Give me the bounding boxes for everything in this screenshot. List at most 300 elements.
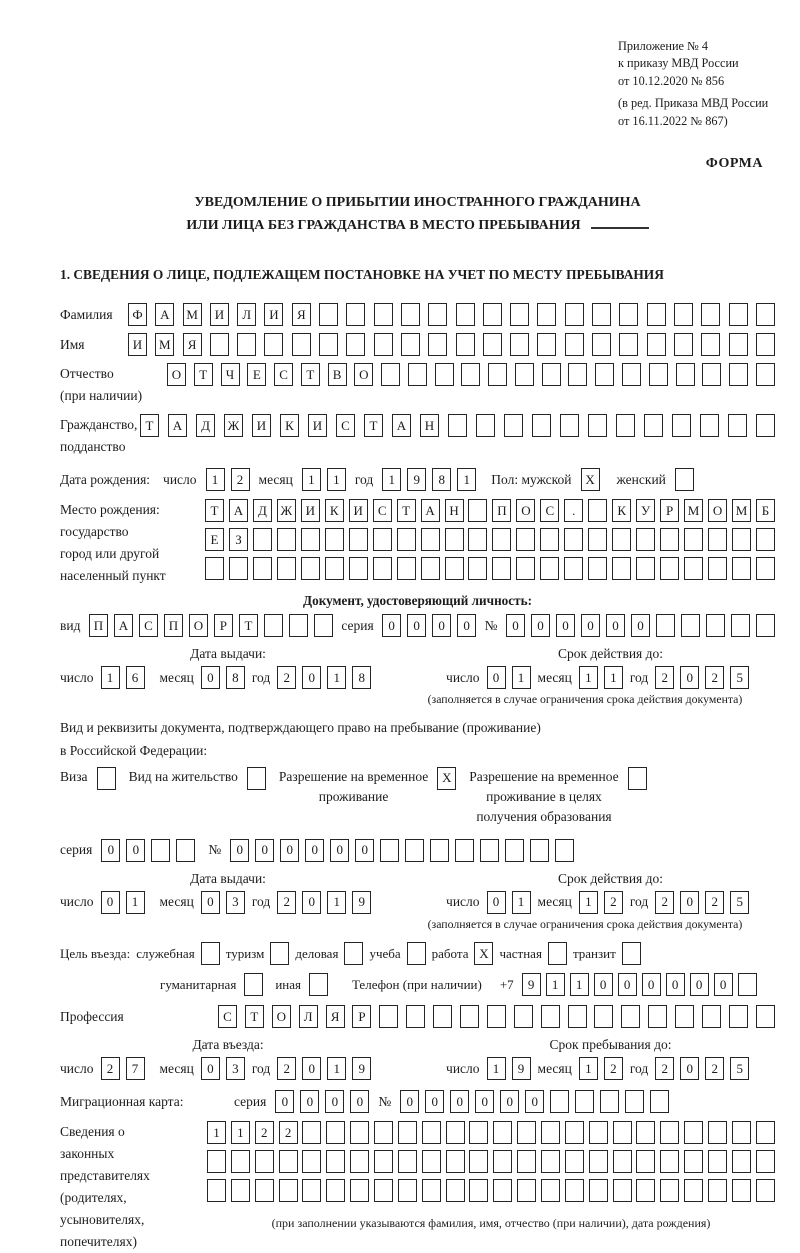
char-box bbox=[613, 1150, 632, 1173]
purpose-other-label: иная bbox=[275, 976, 301, 992]
profession-boxes bbox=[218, 1005, 775, 1028]
char-box: 0 bbox=[457, 614, 476, 637]
residence-valid-month-boxes bbox=[579, 891, 623, 914]
char-box: 1 bbox=[101, 666, 120, 689]
form-title-line1: УВЕДОМЛЕНИЕ О ПРИБЫТИИ ИНОСТРАННОГО ГРАЖДАНИНА bbox=[194, 195, 641, 211]
char-box bbox=[325, 557, 344, 580]
valid-year-boxes bbox=[655, 666, 749, 689]
doc-series-label: серия bbox=[341, 617, 374, 633]
patronymic-label bbox=[60, 363, 167, 407]
char-box bbox=[702, 1005, 721, 1028]
char-box: 0 bbox=[556, 614, 575, 637]
char-box: 3 bbox=[226, 891, 245, 914]
form-title bbox=[60, 192, 775, 237]
char-box: Т bbox=[205, 499, 224, 522]
char-box bbox=[406, 1005, 425, 1028]
char-box: 0 bbox=[330, 839, 349, 862]
char-box bbox=[326, 1179, 345, 1202]
char-box bbox=[728, 414, 747, 437]
char-box bbox=[622, 942, 641, 965]
entry-day-label: число bbox=[60, 1060, 94, 1076]
char-box: 2 bbox=[277, 1057, 296, 1080]
entry-year-label: год bbox=[251, 1060, 271, 1076]
char-box bbox=[97, 767, 116, 790]
purpose-study-label: учеба bbox=[369, 945, 401, 961]
char-box bbox=[309, 973, 328, 996]
char-box bbox=[302, 1179, 321, 1202]
char-box bbox=[701, 333, 720, 356]
char-box: 1 bbox=[457, 468, 476, 491]
doc-kind-boxes bbox=[89, 614, 333, 637]
char-box: 5 bbox=[730, 666, 749, 689]
sex-female-label: женский bbox=[616, 471, 666, 487]
char-box: 0 bbox=[594, 973, 613, 996]
temp-permit-edu-line3: получения образования bbox=[476, 808, 612, 824]
char-box: 1 bbox=[327, 891, 346, 914]
char-box: 8 bbox=[352, 666, 371, 689]
entry-stay-dates bbox=[60, 1037, 775, 1080]
char-box: Ч bbox=[221, 363, 240, 386]
char-box: 0 bbox=[506, 614, 525, 637]
issue-month-label: месяц bbox=[159, 669, 194, 685]
migration-number-boxes bbox=[400, 1090, 669, 1113]
char-box bbox=[483, 333, 502, 356]
representatives-labels bbox=[60, 1121, 207, 1253]
char-box bbox=[756, 557, 775, 580]
residence-valid-year-label: год bbox=[629, 894, 649, 910]
char-box: 1 bbox=[487, 1057, 506, 1080]
char-box: 2 bbox=[604, 891, 623, 914]
char-box bbox=[277, 557, 296, 580]
char-box bbox=[516, 528, 535, 551]
purpose-tourism-checkbox bbox=[270, 942, 289, 965]
char-box bbox=[326, 1121, 345, 1144]
char-box: С bbox=[540, 499, 559, 522]
char-box bbox=[493, 1121, 512, 1144]
representatives-block bbox=[60, 1121, 775, 1253]
residence-issue-year-label: год bbox=[251, 894, 271, 910]
option-residence-permit bbox=[129, 767, 266, 790]
birth-month-boxes bbox=[302, 468, 346, 491]
char-box bbox=[672, 414, 691, 437]
identity-doc-heading: Документ, удостоверяющий личность: bbox=[303, 593, 532, 609]
char-box bbox=[589, 1179, 608, 1202]
doc-valid-col bbox=[396, 646, 775, 689]
residence-valid-year-boxes bbox=[655, 891, 749, 914]
char-box bbox=[264, 333, 283, 356]
char-box bbox=[729, 1005, 748, 1028]
char-box: Е bbox=[205, 528, 224, 551]
char-box: М bbox=[684, 499, 703, 522]
char-box: 2 bbox=[277, 891, 296, 914]
char-box: 0 bbox=[531, 614, 550, 637]
char-box: В bbox=[328, 363, 347, 386]
char-box bbox=[374, 333, 393, 356]
char-box bbox=[729, 303, 748, 326]
char-box: 0 bbox=[606, 614, 625, 637]
char-box bbox=[253, 528, 272, 551]
ref-line: Приложение № 4 bbox=[618, 39, 709, 53]
char-box: 9 bbox=[407, 468, 426, 491]
char-box bbox=[446, 1179, 465, 1202]
birth-place-label-line2: государство bbox=[60, 524, 129, 540]
char-box bbox=[279, 1179, 298, 1202]
char-box bbox=[541, 1179, 560, 1202]
char-box bbox=[301, 528, 320, 551]
citizenship-boxes bbox=[140, 414, 775, 437]
char-box: 1 bbox=[327, 468, 346, 491]
char-box bbox=[514, 1005, 533, 1028]
form-title-line2-text: ИЛИ ЛИЦА БЕЗ ГРАЖДАНСТВА В МЕСТО ПРЕБЫВАНИЯ bbox=[186, 217, 581, 233]
char-box: 1 bbox=[231, 1121, 250, 1144]
char-box bbox=[346, 303, 365, 326]
char-box: О bbox=[167, 363, 186, 386]
char-box bbox=[600, 1090, 619, 1113]
char-box: Т bbox=[245, 1005, 264, 1028]
temp-permit-line1: Разрешение на временное bbox=[278, 768, 429, 784]
char-box bbox=[628, 767, 647, 790]
visit-purpose-label: Цель въезда: bbox=[60, 945, 131, 961]
char-box bbox=[550, 1090, 569, 1113]
char-box bbox=[398, 1150, 417, 1173]
char-box bbox=[374, 303, 393, 326]
representatives-label-line4: (родителях, bbox=[60, 1190, 127, 1206]
char-box: 0 bbox=[525, 1090, 544, 1113]
residence-issue-line bbox=[60, 891, 396, 914]
char-box bbox=[407, 942, 426, 965]
option-temp-permit-education bbox=[469, 767, 646, 827]
birth-month-label: месяц bbox=[258, 471, 293, 487]
birth-place-row1-boxes bbox=[205, 499, 775, 522]
issue-day-label: число bbox=[60, 669, 94, 685]
char-box bbox=[636, 1121, 655, 1144]
birth-day-label: число bbox=[163, 471, 197, 487]
char-box: 0 bbox=[275, 1090, 294, 1113]
char-box bbox=[676, 363, 695, 386]
char-box bbox=[445, 528, 464, 551]
char-box bbox=[684, 528, 703, 551]
char-box: Я bbox=[326, 1005, 345, 1028]
char-box bbox=[480, 839, 499, 862]
char-box bbox=[401, 303, 420, 326]
char-box bbox=[684, 1179, 703, 1202]
char-box: П bbox=[164, 614, 183, 637]
char-box: И bbox=[210, 303, 229, 326]
char-box bbox=[488, 363, 507, 386]
doc-valid-line bbox=[446, 666, 775, 689]
char-box: О bbox=[708, 499, 727, 522]
purpose-transit-label: транзит bbox=[572, 945, 616, 961]
char-box: Б bbox=[756, 499, 775, 522]
char-box bbox=[595, 363, 614, 386]
char-box: 0 bbox=[487, 666, 506, 689]
char-box bbox=[277, 528, 296, 551]
residence-number-label: № bbox=[208, 842, 222, 858]
representatives-label-line2: законных bbox=[60, 1146, 115, 1162]
legal-reference-block bbox=[618, 38, 775, 130]
temp-permit-education-label bbox=[469, 767, 618, 827]
char-box bbox=[684, 557, 703, 580]
char-box bbox=[532, 414, 551, 437]
birth-year-label: год bbox=[354, 471, 374, 487]
char-box bbox=[636, 1150, 655, 1173]
representatives-label-line3: представителях bbox=[60, 1168, 150, 1184]
entry-date-heading: Дата въезда: bbox=[192, 1037, 264, 1053]
ref-amendment-line: (в ред. Приказа МВД России bbox=[618, 96, 769, 111]
doc-valid-heading: Срок действия до: bbox=[558, 646, 663, 662]
char-box bbox=[568, 1005, 587, 1028]
char-box: 9 bbox=[522, 973, 541, 996]
char-box bbox=[756, 614, 775, 637]
char-box: Т bbox=[397, 499, 416, 522]
char-box bbox=[738, 973, 757, 996]
char-box: М bbox=[183, 303, 202, 326]
char-box bbox=[681, 614, 700, 637]
char-box: 9 bbox=[352, 891, 371, 914]
char-box bbox=[492, 528, 511, 551]
char-box bbox=[379, 1005, 398, 1028]
representatives-label-line5: усыновителях, bbox=[60, 1212, 145, 1228]
residence-doc-intro-line1: Вид и реквизиты документа, подтверждающего право на пребывание (проживание) bbox=[60, 719, 541, 735]
char-box bbox=[756, 528, 775, 551]
char-box: А bbox=[229, 499, 248, 522]
migration-number-label: № bbox=[378, 1093, 392, 1109]
entry-day-boxes bbox=[101, 1057, 145, 1080]
char-box: Ф bbox=[128, 303, 147, 326]
temp-permit-edu-line1: Разрешение на временное bbox=[469, 768, 619, 784]
purpose-private-checkbox bbox=[548, 942, 567, 965]
char-box bbox=[625, 1090, 644, 1113]
char-box bbox=[708, 1121, 727, 1144]
char-box bbox=[381, 363, 400, 386]
char-box bbox=[650, 1090, 669, 1113]
char-box: Т bbox=[140, 414, 159, 437]
char-box bbox=[468, 528, 487, 551]
temp-permit-education-checkbox bbox=[628, 767, 647, 790]
char-box: 8 bbox=[226, 666, 245, 689]
migration-card-label: Миграционная карта: bbox=[60, 1093, 184, 1109]
char-box: З bbox=[229, 528, 248, 551]
char-box bbox=[592, 303, 611, 326]
char-box: 2 bbox=[101, 1057, 120, 1080]
residence-doc-options bbox=[60, 767, 775, 827]
char-box bbox=[756, 333, 775, 356]
char-box bbox=[302, 1150, 321, 1173]
char-box bbox=[660, 1150, 679, 1173]
char-box: 0 bbox=[126, 839, 145, 862]
char-box bbox=[729, 333, 748, 356]
char-box: 0 bbox=[302, 1057, 321, 1080]
char-box: А bbox=[114, 614, 133, 637]
char-box bbox=[675, 468, 694, 491]
doc-issue-col bbox=[60, 646, 396, 689]
residence-validity-note: (заполняется в случае ограничения срока действия документа) bbox=[427, 916, 743, 931]
char-box bbox=[264, 614, 283, 637]
char-box: 0 bbox=[450, 1090, 469, 1113]
residence-number-boxes bbox=[230, 839, 574, 862]
char-box: 0 bbox=[475, 1090, 494, 1113]
char-box bbox=[253, 557, 272, 580]
birth-place-label-line4: населенный пункт bbox=[60, 568, 166, 584]
char-box: С bbox=[218, 1005, 237, 1028]
issue-day-boxes bbox=[101, 666, 145, 689]
char-box: 0 bbox=[255, 839, 274, 862]
char-box bbox=[555, 839, 574, 862]
char-box bbox=[430, 839, 449, 862]
char-box: 1 bbox=[327, 1057, 346, 1080]
entry-month-label: месяц bbox=[159, 1060, 194, 1076]
issue-year-label: год bbox=[251, 669, 271, 685]
representatives-row1-boxes bbox=[207, 1121, 775, 1144]
char-box bbox=[612, 528, 631, 551]
char-box: О bbox=[189, 614, 208, 637]
char-box bbox=[289, 614, 308, 637]
char-box: Я bbox=[183, 333, 202, 356]
char-box bbox=[537, 333, 556, 356]
char-box bbox=[706, 614, 725, 637]
char-box bbox=[660, 557, 679, 580]
char-box: 0 bbox=[101, 839, 120, 862]
char-box: 1 bbox=[512, 666, 531, 689]
doc-number-label: № bbox=[484, 617, 498, 633]
patronymic-label-line2: (при наличии) bbox=[60, 388, 143, 404]
char-box bbox=[729, 363, 748, 386]
char-box bbox=[565, 1121, 584, 1144]
stay-year-label: год bbox=[629, 1060, 649, 1076]
residence-doc-intro-line2: в Российской Федерации: bbox=[60, 742, 208, 758]
char-box: 2 bbox=[231, 468, 250, 491]
char-box bbox=[702, 363, 721, 386]
char-box bbox=[244, 973, 263, 996]
char-box: А bbox=[155, 303, 174, 326]
char-box bbox=[401, 333, 420, 356]
char-box bbox=[504, 414, 523, 437]
char-box bbox=[210, 333, 229, 356]
residence-doc-intro bbox=[60, 717, 775, 763]
char-box bbox=[568, 363, 587, 386]
char-box bbox=[731, 614, 750, 637]
option-temp-residence-permit bbox=[279, 767, 456, 807]
char-box: 1 bbox=[570, 973, 589, 996]
char-box bbox=[636, 528, 655, 551]
char-box bbox=[565, 1179, 584, 1202]
sex-male-checkbox bbox=[581, 468, 600, 491]
surname-row bbox=[60, 303, 775, 326]
identity-doc-dates bbox=[60, 646, 775, 689]
char-box bbox=[247, 767, 266, 790]
char-box bbox=[647, 303, 666, 326]
migration-series-label: серия bbox=[234, 1093, 267, 1109]
char-box bbox=[505, 839, 524, 862]
char-box bbox=[493, 1179, 512, 1202]
stay-until-col bbox=[396, 1037, 775, 1080]
char-box bbox=[405, 839, 424, 862]
entry-date-col bbox=[60, 1037, 396, 1080]
purpose-business-label: деловая bbox=[295, 945, 339, 961]
char-box: 9 bbox=[512, 1057, 531, 1080]
char-box: 0 bbox=[201, 891, 220, 914]
representatives-box-rows bbox=[207, 1121, 775, 1231]
char-box: А bbox=[168, 414, 187, 437]
char-box bbox=[455, 839, 474, 862]
char-box: 0 bbox=[581, 614, 600, 637]
visit-purpose-row2 bbox=[160, 973, 775, 996]
char-box bbox=[350, 1121, 369, 1144]
char-box bbox=[510, 303, 529, 326]
char-box bbox=[660, 1179, 679, 1202]
char-box bbox=[350, 1150, 369, 1173]
char-box: 0 bbox=[302, 666, 321, 689]
char-box bbox=[302, 1121, 321, 1144]
char-box bbox=[649, 363, 668, 386]
char-box bbox=[446, 1150, 465, 1173]
purpose-study-checkbox bbox=[407, 942, 426, 965]
char-box bbox=[460, 1005, 479, 1028]
char-box bbox=[515, 363, 534, 386]
char-box: 0 bbox=[631, 614, 650, 637]
char-box bbox=[732, 1179, 751, 1202]
char-box bbox=[421, 557, 440, 580]
residence-issue-month-boxes bbox=[201, 891, 245, 914]
char-box: 1 bbox=[512, 891, 531, 914]
char-box bbox=[510, 333, 529, 356]
doc-issue-heading: Дата выдачи: bbox=[190, 646, 266, 662]
char-box: 8 bbox=[432, 468, 451, 491]
char-box bbox=[468, 557, 487, 580]
char-box: 2 bbox=[255, 1121, 274, 1144]
char-box bbox=[612, 557, 631, 580]
form-title-line2 bbox=[60, 215, 775, 237]
char-box bbox=[468, 499, 487, 522]
char-box: 0 bbox=[690, 973, 709, 996]
valid-month-boxes bbox=[579, 666, 623, 689]
char-box: И bbox=[308, 414, 327, 437]
char-box bbox=[708, 1179, 727, 1202]
char-box: С bbox=[274, 363, 293, 386]
char-box: Р bbox=[214, 614, 233, 637]
surname-label: Фамилия bbox=[60, 306, 113, 322]
char-box bbox=[448, 414, 467, 437]
char-box: К bbox=[325, 499, 344, 522]
char-box bbox=[636, 1179, 655, 1202]
char-box bbox=[594, 1005, 613, 1028]
char-box bbox=[344, 942, 363, 965]
char-box bbox=[469, 1121, 488, 1144]
char-box: 0 bbox=[382, 614, 401, 637]
char-box bbox=[542, 363, 561, 386]
doc-issue-line bbox=[60, 666, 396, 689]
char-box bbox=[151, 839, 170, 862]
char-box bbox=[350, 1179, 369, 1202]
char-box: 1 bbox=[382, 468, 401, 491]
char-box bbox=[541, 1121, 560, 1144]
char-box: М bbox=[732, 499, 751, 522]
char-box: Т bbox=[239, 614, 258, 637]
phone-prefix: +7 bbox=[499, 976, 514, 992]
char-box: 0 bbox=[666, 973, 685, 996]
char-box bbox=[732, 1121, 751, 1144]
valid-day-boxes bbox=[487, 666, 531, 689]
phone-label: Телефон (при наличии) bbox=[351, 976, 482, 992]
char-box: 2 bbox=[705, 666, 724, 689]
char-box bbox=[231, 1179, 250, 1202]
char-box: 0 bbox=[230, 839, 249, 862]
char-box bbox=[565, 303, 584, 326]
residence-doc-dates bbox=[60, 871, 775, 914]
char-box: М bbox=[155, 333, 174, 356]
char-box: 1 bbox=[302, 468, 321, 491]
residence-issue-col bbox=[60, 871, 396, 914]
